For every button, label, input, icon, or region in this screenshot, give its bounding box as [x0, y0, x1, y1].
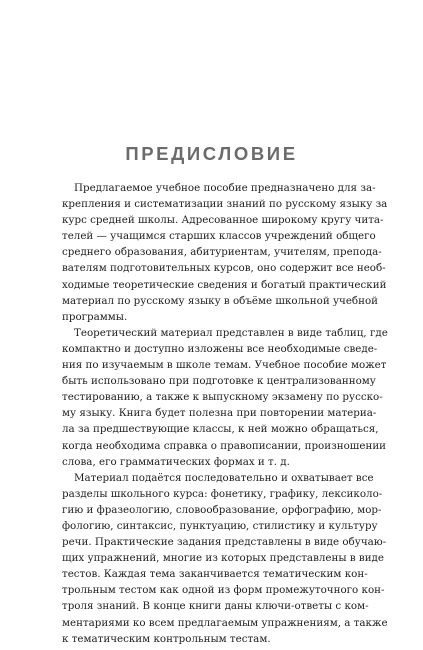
text-line: речи. Практические задания представлены в виде обучаю- — [62, 536, 387, 549]
text-line: троля знаний. В конце книги даны ключи-ответы с ком- — [62, 600, 369, 613]
text-line: ментариями ко всем предлагаемым упражнениям, а также — [62, 616, 388, 629]
text-line: му языку. Книга будет полезна при повторении материа- — [62, 407, 377, 420]
text-line: гию и фразеологию, словообразование, орфографию, мор- — [62, 503, 382, 516]
text-line: тестов. Каждая тема заканчивается тематическим кон- — [62, 568, 368, 581]
text-line: трольным тестом как одной из форм промежуточного кон- — [62, 584, 385, 597]
text-line: слова, его грамматических формах и т. д. — [62, 455, 290, 468]
text-line: крепления и систематизации знаний по русскому языку за — [62, 198, 388, 211]
text-line: материал по русскому языку в объёме школьной учебной — [62, 294, 379, 307]
text-line: к тематическим контрольным тестам. — [62, 632, 271, 645]
text-line: Предлагаемое учебное пособие предназначено для за- — [74, 182, 376, 194]
text-line: быть использовано при подготовке к централизованному — [62, 375, 376, 388]
text-line: вателям подготовительных курсов, оно содержит все необ- — [62, 262, 386, 275]
text-line: программы. — [62, 310, 128, 323]
text-line: телей — учащимся старших классов учреждений общего — [62, 230, 376, 243]
preface-body — [62, 180, 388, 647]
text-line: курс средней школы. Адресованное широкому кругу чита- — [62, 214, 384, 227]
text-line: Теоретический материал представлен в виде таблиц, где — [74, 326, 388, 339]
text-line: фологию, синтаксис, пунктуацию, стилистику и культуру — [62, 519, 378, 532]
paragraph-2 — [62, 325, 388, 470]
text-line: когда необходима справка о правописании, произношении — [62, 439, 387, 452]
text-line: разделы школьного курса: фонетику, графику, лексиколо- — [62, 487, 383, 500]
text-line: ния по изучаемым в школе темам. Учебное пособие может — [62, 359, 387, 372]
text-line: тестированию, а также к выпускному экзамену по русско- — [62, 391, 383, 404]
text-line: среднего образования, абитуриентам, учителям, препода- — [62, 246, 382, 259]
paragraph-1 — [62, 180, 388, 325]
page-title: ПРЕДИСЛОВИЕ — [125, 143, 298, 164]
text-line: компактно и доступно изложены все необходимые сведе- — [62, 342, 378, 355]
text-line: щих упражнений, многие из которых представлены в виде — [62, 552, 384, 565]
text-line: ходимые теоретические сведения и богатый практический — [62, 278, 387, 291]
text-line: Материал подаётся последовательно и охватывает все — [74, 471, 374, 484]
text-line: ла за предшествующие классы, к ней можно обращаться, — [62, 423, 379, 436]
paragraph-3 — [62, 470, 388, 647]
